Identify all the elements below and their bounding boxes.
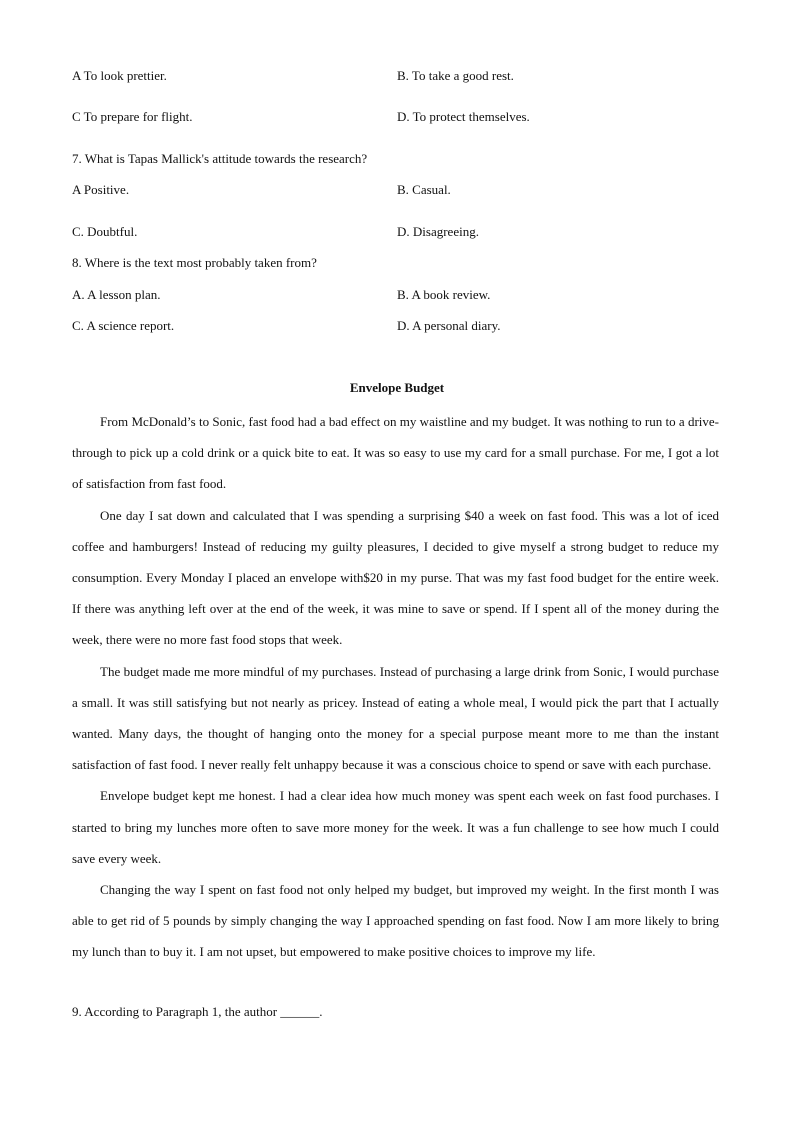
question-9: 9. According to Paragraph 1, the author ______.	[72, 1004, 323, 1019]
q8-options-row-2	[72, 316, 722, 336]
question-8: 8. Where is the text most probably taken from?	[72, 255, 317, 270]
article-paragraph-3: The budget made me more mindful of my purchases. Instead of purchasing a large drink from Sonic, I would purchase a small. It was still satisfying but not nearly as pricey. Instead of eating a whole meal, I would pick the part that I actually wanted. Many days, the thought of hanging onto the money for a special purpose meant more to me than the instant satisfaction of fast food. I never really felt unhappy because it was a conscious choice to spend or save with each purchase.	[72, 663, 719, 773]
q8-option-a: A. A lesson plan.	[72, 287, 161, 302]
q7-option-c: C. Doubtful.	[72, 224, 138, 239]
q7-options-row-2	[72, 222, 722, 242]
q6-option-c: C To prepare for flight.	[72, 109, 193, 124]
article-paragraph-1: From McDonald’s to Sonic, fast food had a bad effect on my waistline and my budget. It was nothing to run to a drive-through to pick up a cold drink or a quick bite to eat. It was so easy to use my card for a small purchase. For me, I got a lot of satisfaction from fast food.	[72, 414, 719, 492]
article-paragraph-5: Changing the way I spent on fast food not only helped my budget, but improved my weight. In the first month I was able to get rid of 5 pounds by simply changing the way I approached spending on fast food. Now I am more likely to bring my lunch than to buy it. I am not upset, but empowered to make positive choices to improve my life.	[72, 882, 719, 960]
q6-options-row-2	[72, 107, 722, 127]
q6-option-a: A To look prettier.	[72, 68, 167, 83]
q6-option-d: D. To protect themselves.	[397, 109, 530, 124]
q6-options-row-1	[72, 66, 722, 86]
article-title: Envelope Budget	[349, 380, 445, 395]
q7-option-a: A Positive.	[72, 182, 130, 197]
q8-option-b: B. A book review.	[397, 287, 491, 302]
article-body	[72, 406, 719, 968]
article-paragraph-4: Envelope budget kept me honest. I had a clear idea how much money was spent each week on fast food purchases. I started to bring my lunches more often to save more money for the week. It was a fun challenge to see how much I could save every week.	[72, 788, 719, 866]
q7-options-row-1	[72, 180, 722, 200]
q7-option-d: D. Disagreeing.	[397, 224, 479, 239]
question-7: 7. What is Tapas Mallick's attitude towards the research?	[72, 151, 368, 166]
q6-option-b: B. To take a good rest.	[397, 68, 514, 83]
q8-options-row-1	[72, 285, 722, 305]
q8-option-c: C. A science report.	[72, 318, 175, 333]
q8-option-d: D. A personal diary.	[397, 318, 501, 333]
q7-option-b: B. Casual.	[397, 182, 451, 197]
article-paragraph-2: One day I sat down and calculated that I was spending a surprising $40 a week on fast food. This was a lot of iced coffee and hamburgers! Instead of reducing my guilty pleasures, I decided to give myself a strong budget to reduce my consumption. Every Monday I placed an envelope with$20 in my purse. That was my fast food budget for the entire week. If there was anything left over at the end of the week, it was mine to save or spend. If I spent all of the money during the week, there were no more fast food stops that week.	[72, 507, 719, 648]
